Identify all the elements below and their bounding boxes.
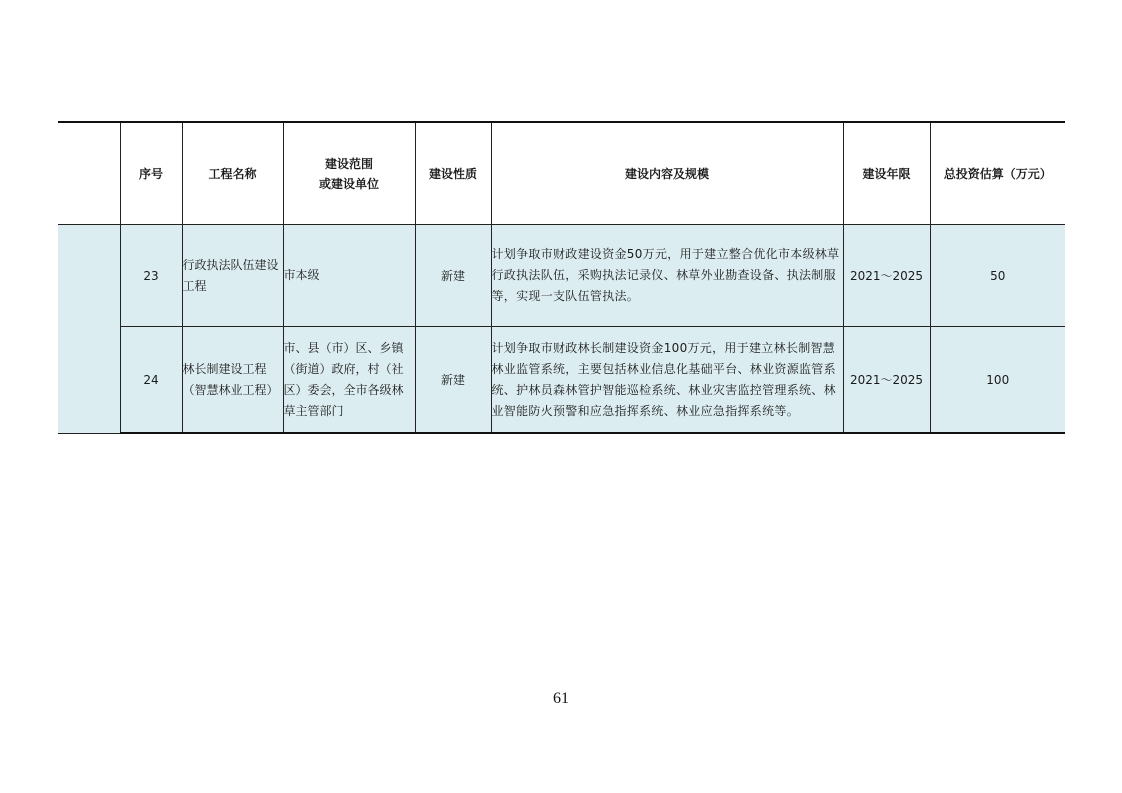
header-content: 建设内容及规模 [491,122,843,225]
side-merged-cell [58,225,120,434]
header-nature: 建设性质 [415,122,491,225]
header-scope [283,122,415,225]
header-index: 序号 [120,122,182,225]
header-scope-line1: 建设范围 [324,156,373,171]
row-investment: 100 [930,327,1065,434]
row-content: 计划争取市财政林长制建设资金100万元，用于建立林长制智慧林业监管系统，主要包括林业信息化基础平台、林业资源监管系统、护林员森林管护智能巡检系统、林业灾害监控管理系统、林业智能防火预警和应急指挥系统、林业应急指挥系统等。 [491,327,843,434]
row-investment: 50 [930,225,1065,327]
project-table [58,121,1065,434]
header-row [58,122,1065,225]
row-period: 2021～2025 [843,327,930,434]
header-period: 建设年限 [843,122,930,225]
row-nature: 新建 [415,327,491,434]
row-content: 计划争取市财政建设资金50万元，用于建立整合优化市本级林草行政执法队伍，采购执法记录仪、林草外业勘查设备、执法制服等，实现一支队伍管执法。 [491,225,843,327]
header-investment: 总投资估算（万元） [930,122,1065,225]
side-header-cell [58,122,120,225]
row-scope: 市本级 [283,225,415,327]
table-row [58,327,1065,434]
row-nature: 新建 [415,225,491,327]
row-name: 行政执法队伍建设工程 [182,225,283,327]
row-index: 23 [120,225,182,327]
row-scope: 市、县（市）区、乡镇（街道）政府，村（社区）委会，全市各级林草主管部门 [283,327,415,434]
header-scope-line2: 或建设单位 [318,176,379,191]
row-name: 林长制建设工程（智慧林业工程） [182,327,283,434]
row-index: 24 [120,327,182,434]
table-row [58,225,1065,327]
row-period: 2021～2025 [843,225,930,327]
header-name: 工程名称 [182,122,283,225]
page-number: 61 [553,690,569,707]
